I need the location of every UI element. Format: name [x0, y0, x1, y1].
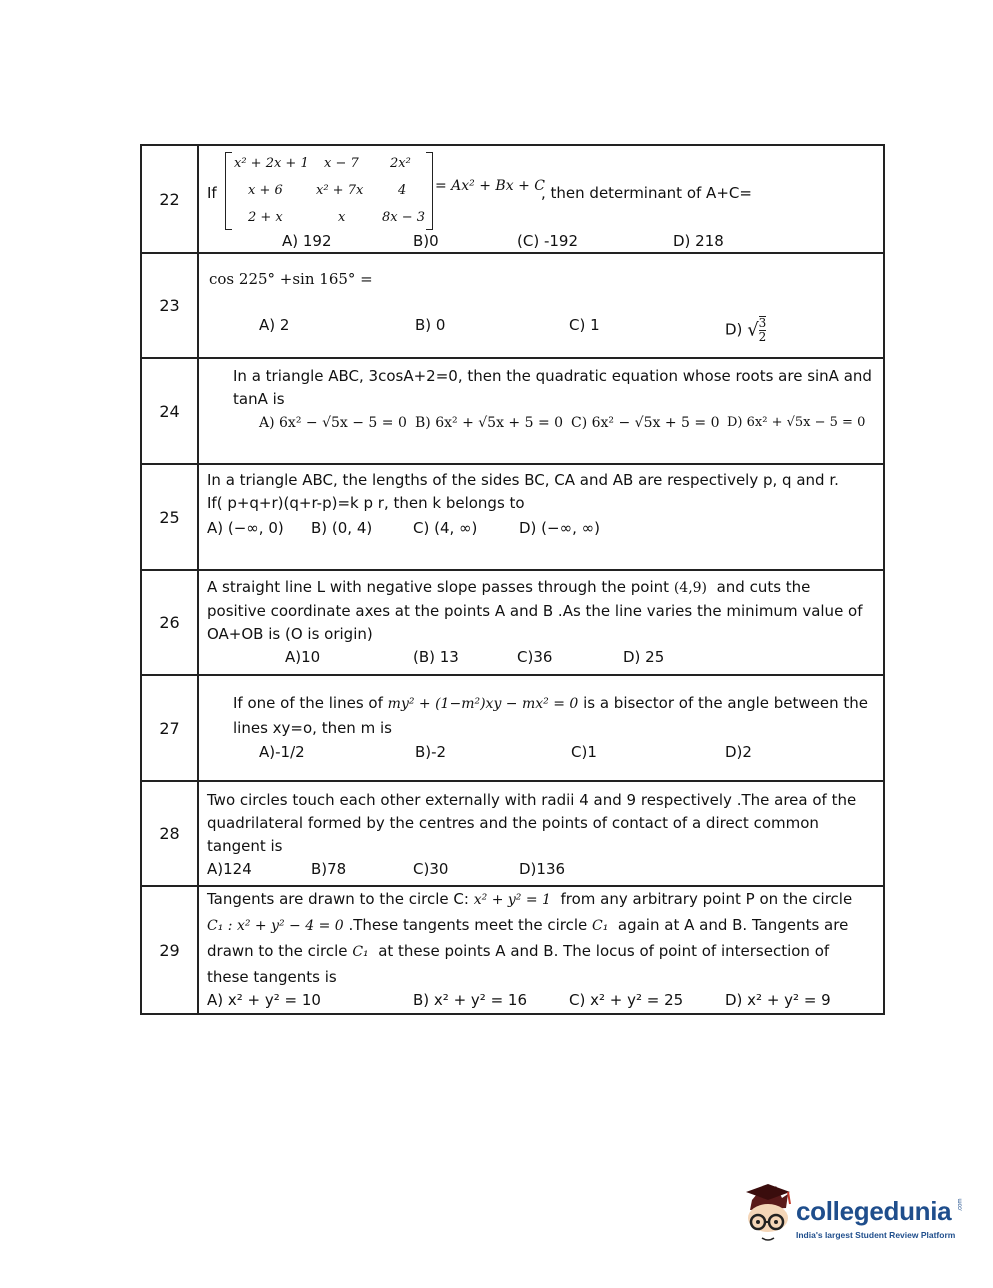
question-number: 29 [141, 886, 198, 1014]
question-text-line1: Two circles touch each other externally with radii 4 and 9 respectively .The area of the [207, 791, 857, 809]
question-row-24 [141, 358, 884, 464]
question-text-line2: If( p+q+r)(q+r-p)=k p r, then k belongs to [207, 494, 525, 512]
option-d [725, 316, 766, 344]
matrix-rhs: = Ax² + Bx + C [435, 178, 545, 194]
question-text-line2: lines xy=o, then m is [233, 719, 392, 737]
question-number: 25 [141, 464, 198, 570]
option-b: (B) 13 [413, 648, 459, 666]
question-text-line2: quadrilateral formed by the centres and the points of contact of a direct common [207, 814, 819, 832]
option-a: A) x² + y² = 10 [207, 991, 321, 1009]
option-b: B) 6x² + √5x + 5 = 0 [415, 415, 564, 431]
matrix-cell: 4 [398, 183, 407, 198]
circle-label: C₁ [352, 944, 369, 960]
question-body [198, 145, 884, 253]
option-c: (C) -192 [517, 232, 578, 250]
logo-tagline: India's largest Student Review Platform [796, 1230, 956, 1240]
option-a: A)-1/2 [259, 743, 305, 761]
question-row-27 [141, 675, 884, 781]
collegedunia-logo [738, 1182, 968, 1252]
option-d: D) 6x² + √5x − 5 = 0 [727, 415, 866, 430]
point: (4,9) [673, 580, 708, 596]
matrix-cell: 2 + x [248, 210, 283, 225]
question-number: 22 [141, 145, 198, 253]
option-d: D) 25 [623, 648, 665, 666]
question-body [198, 675, 884, 781]
text: If one of the lines of [233, 694, 383, 712]
question-body [198, 358, 884, 464]
question-text-line2: positive coordinate axes at the points A and B .As the line varies the minimum value of [207, 602, 863, 620]
question-number: 28 [141, 781, 198, 886]
question-text-line1: In a triangle ABC, the lengths of the sides BC, CA and AB are respectively p, q and r. [207, 471, 839, 489]
option-b: B)78 [311, 860, 347, 878]
fraction-numerator: 3 [758, 316, 767, 330]
question-text: , then determinant of A+C= [541, 184, 752, 202]
question-text-line2: tanA is [233, 390, 285, 408]
questions-table [140, 144, 885, 1015]
determinant-matrix [225, 152, 433, 230]
matrix-cell: 8x − 3 [382, 210, 426, 225]
sqrt-sign: √ [747, 319, 759, 341]
question-row-25 [141, 464, 884, 570]
option-a: A)10 [285, 648, 321, 666]
question-row-28 [141, 781, 884, 886]
mascot-icon [738, 1182, 796, 1248]
text: .These tangents meet the circle [348, 916, 588, 934]
question-text-line3: tangent is [207, 837, 283, 855]
question-text-line1 [233, 694, 868, 712]
option-a: A) 2 [259, 316, 290, 334]
question-text-line1 [207, 578, 810, 596]
option-a: A) (−∞, 0) [207, 519, 284, 537]
option-b: B)-2 [415, 743, 447, 761]
question-text-line4: these tangents is [207, 968, 337, 986]
text: drawn to the circle [207, 942, 348, 960]
question-text-line3: OA+OB is (O is origin) [207, 625, 373, 643]
if-label: If [207, 184, 217, 202]
option-d: D)136 [519, 860, 566, 878]
equation: x² + y² = 1 [473, 892, 551, 908]
matrix-cell: x + 6 [248, 183, 283, 198]
text: from any arbitrary point P on the circle [560, 890, 853, 908]
question-text-line1: In a triangle ABC, 3cosA+2=0, then the quadratic equation whose roots are sinA and [233, 367, 872, 385]
option-d: D)2 [725, 743, 752, 761]
option-b: B) 0 [415, 316, 446, 334]
equation: C₁ : x² + y² − 4 = 0 [207, 918, 344, 934]
option-c: C)36 [517, 648, 553, 666]
text: is a bisector of the angle between the [583, 694, 869, 712]
question-number: 27 [141, 675, 198, 781]
matrix-cell: x − 7 [324, 156, 359, 171]
option-d: D) 218 [673, 232, 724, 250]
question-body [198, 781, 884, 886]
option-b: B) x² + y² = 16 [413, 991, 527, 1009]
equation: my² + (1−m²)xy − mx² = 0 [387, 696, 579, 712]
option-a: A)124 [207, 860, 252, 878]
matrix-cell: 2x² [390, 156, 411, 171]
option-a: A) 192 [282, 232, 332, 250]
sqrt-fraction [759, 316, 767, 344]
logo-wordmark: collegedunia [796, 1196, 952, 1226]
logo-suffix: .com [957, 1198, 964, 1212]
option-c: C) 1 [569, 316, 600, 334]
question-text-line3 [207, 942, 829, 960]
text: and cuts the [716, 578, 811, 596]
option-d-label: D) [725, 320, 743, 339]
question-row-29 [141, 886, 884, 1014]
trig-expression: cos 225° +sin 165° = [209, 270, 373, 288]
question-body [198, 464, 884, 570]
question-text-line2 [207, 916, 848, 934]
option-d: D) (−∞, ∞) [519, 519, 600, 537]
option-c: C)30 [413, 860, 449, 878]
question-row-26 [141, 570, 884, 675]
question-text-line1 [207, 890, 852, 908]
question-row-23 [141, 253, 884, 358]
text: Tangents are drawn to the circle C: [207, 890, 469, 908]
option-c: C) (4, ∞) [413, 519, 478, 537]
matrix-cell: x [338, 210, 346, 225]
question-body [198, 253, 884, 358]
question-number: 23 [141, 253, 198, 358]
question-number: 26 [141, 570, 198, 675]
matrix-cell: x² + 2x + 1 [234, 156, 309, 171]
option-c: C) x² + y² = 25 [569, 991, 684, 1009]
option-d: D) x² + y² = 9 [725, 991, 831, 1009]
option-b: B) (0, 4) [311, 519, 373, 537]
question-row-22 [141, 145, 884, 253]
text: again at A and B. Tangents are [617, 916, 849, 934]
option-b: B)0 [413, 232, 439, 250]
option-c: C)1 [571, 743, 597, 761]
text: at these points A and B. The locus of point of intersection of [378, 942, 830, 960]
question-body [198, 886, 884, 1014]
matrix-cell: x² + 7x [316, 183, 364, 198]
option-a: A) 6x² − √5x − 5 = 0 [259, 415, 407, 431]
question-number: 24 [141, 358, 198, 464]
text: A straight line L with negative slope passes through the point [207, 578, 670, 596]
question-body [198, 570, 884, 675]
option-c: C) 6x² − √5x + 5 = 0 [571, 415, 720, 431]
fraction-denominator: 2 [758, 330, 767, 344]
circle-label: C₁ [592, 918, 609, 934]
